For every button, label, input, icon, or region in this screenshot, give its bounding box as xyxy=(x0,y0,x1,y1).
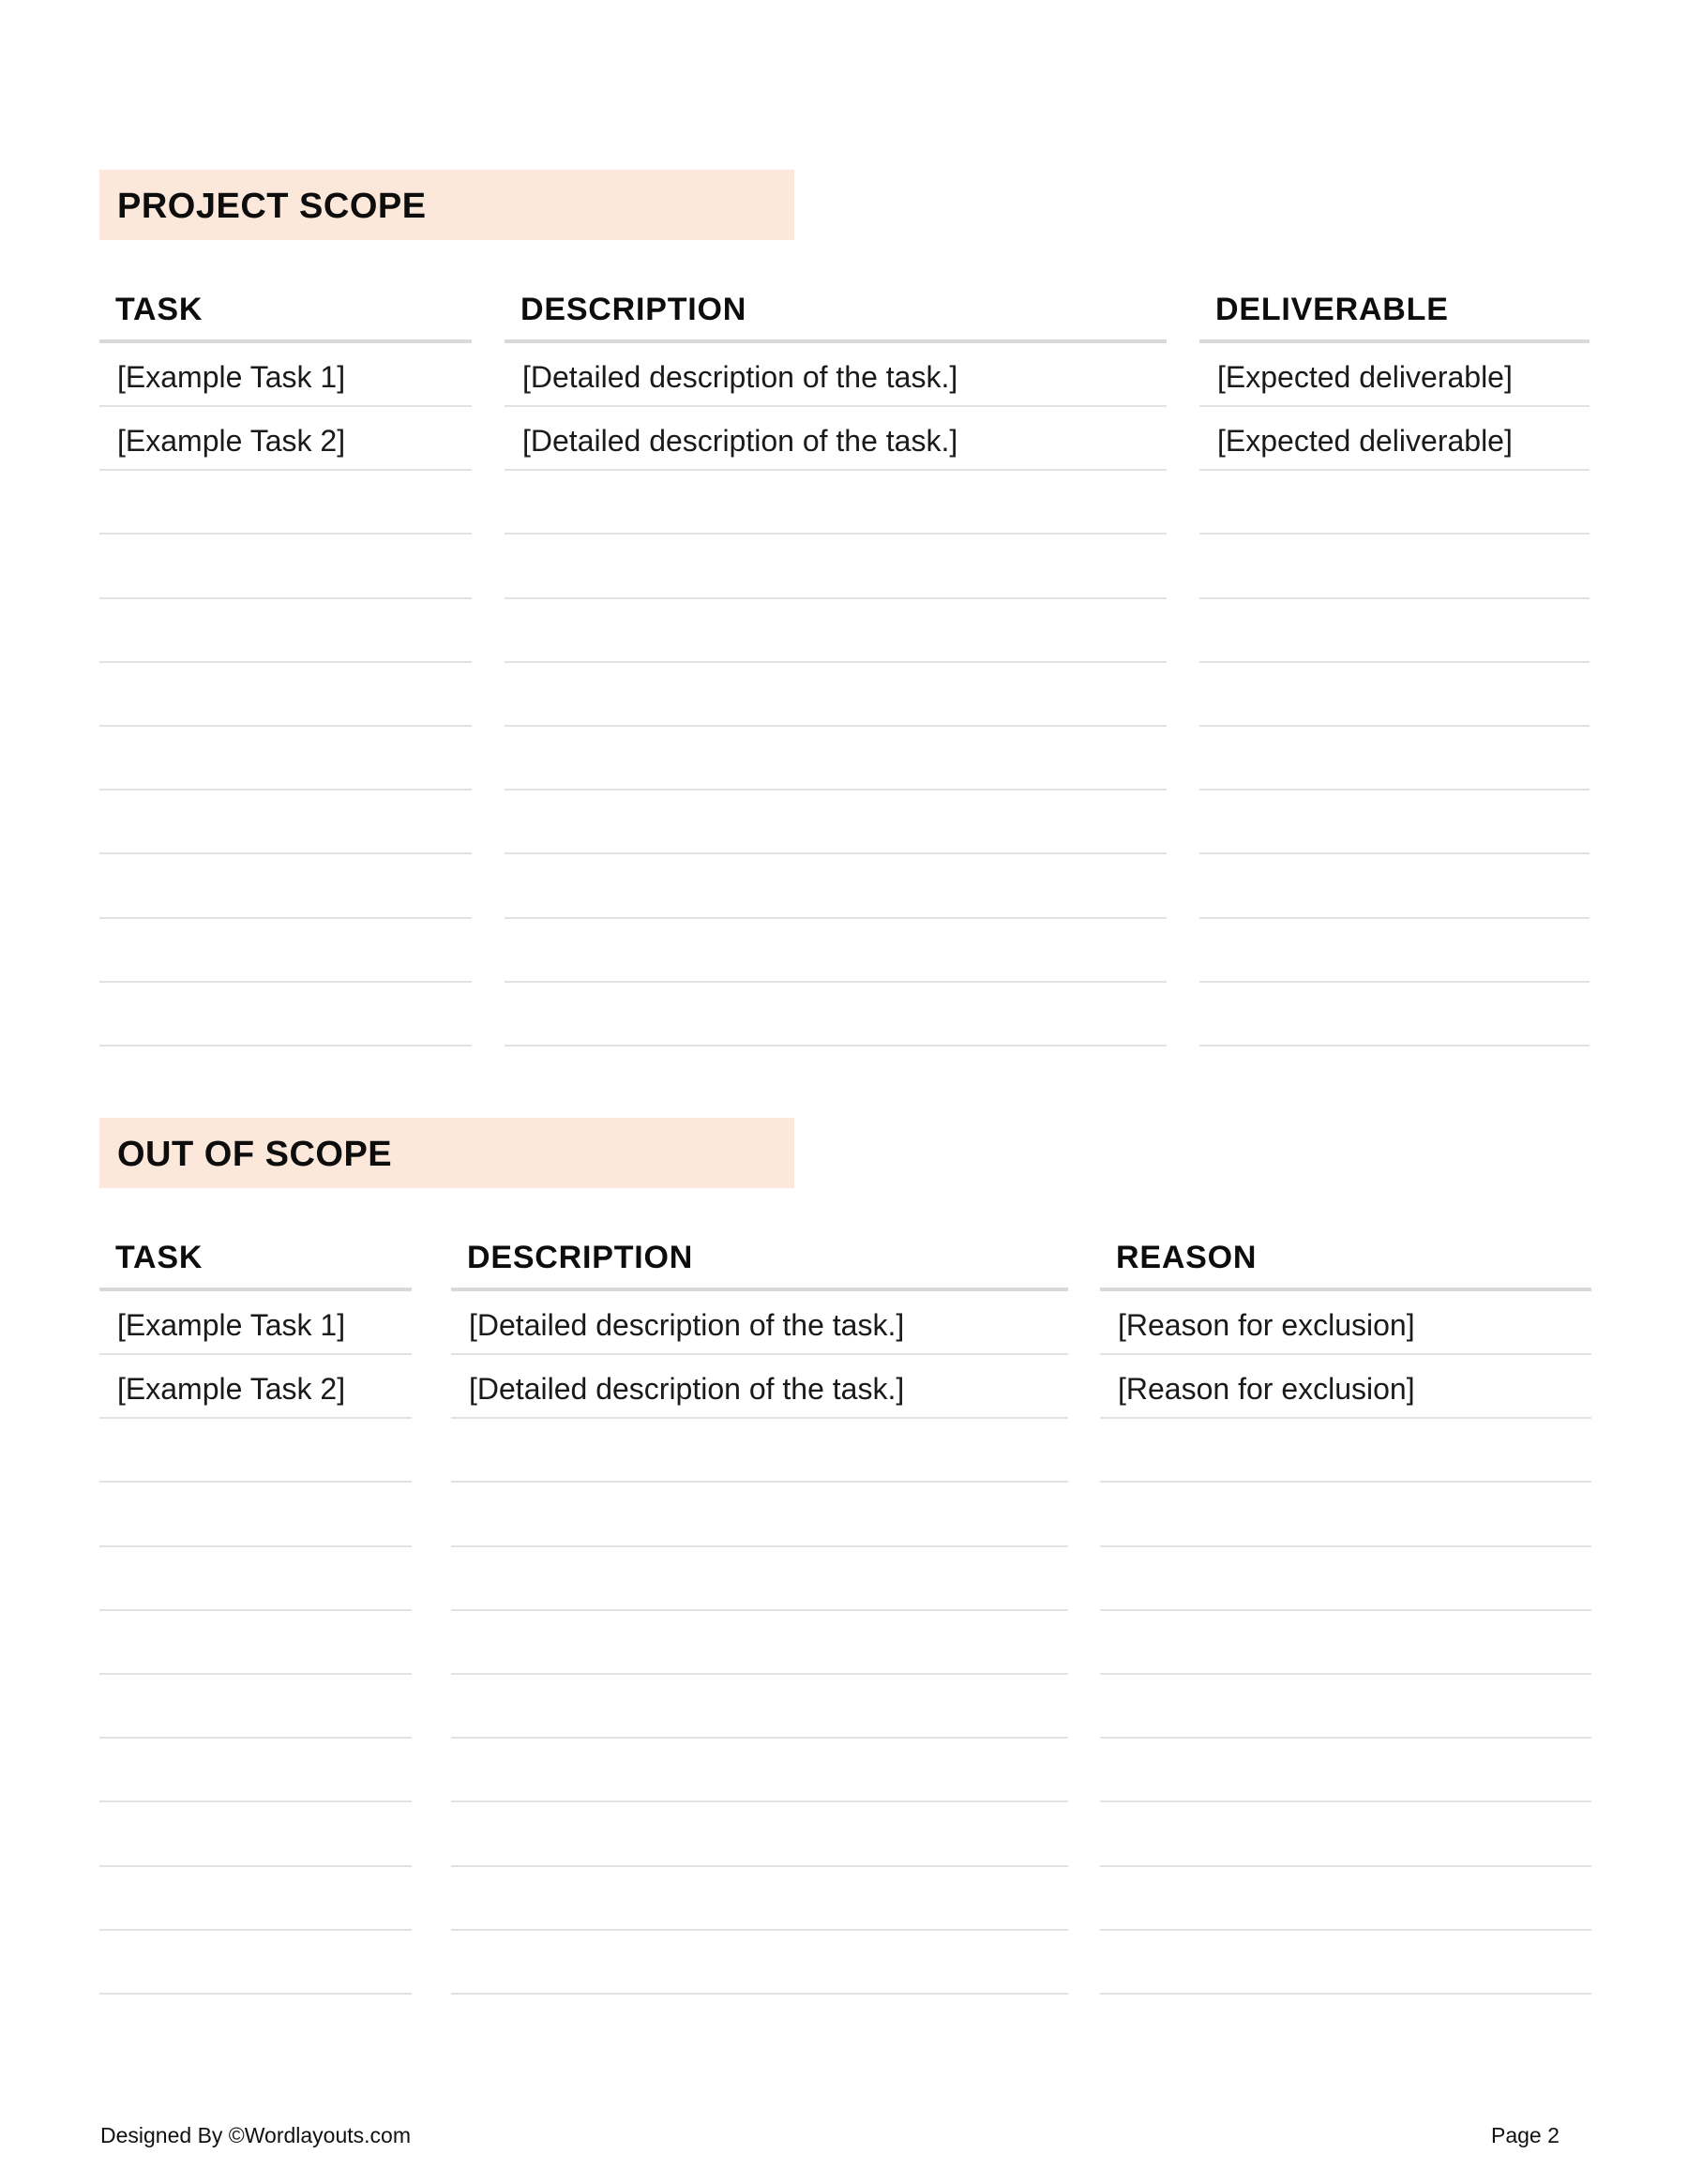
table-row[interactable] xyxy=(451,1355,1068,1419)
table-row[interactable] xyxy=(99,1803,412,1867)
column-header: REASON xyxy=(1116,1240,1258,1275)
table-cell[interactable]: [Reason for exclusion] xyxy=(1118,1372,1415,1407)
table-cell[interactable]: [Reason for exclusion] xyxy=(1118,1308,1415,1342)
table-cell[interactable]: [Example Task 2] xyxy=(117,1372,346,1407)
table-row[interactable] xyxy=(1100,1675,1591,1739)
table-row[interactable] xyxy=(1100,1931,1591,1995)
table-cell[interactable]: [Detailed description of the task.] xyxy=(522,360,958,394)
table-row[interactable] xyxy=(1100,1739,1591,1802)
table-row[interactable] xyxy=(99,1739,412,1802)
out-of-scope-column-task xyxy=(99,0,412,2063)
column-header: TASK xyxy=(115,1240,203,1275)
table-cell[interactable]: [Detailed description of the task.] xyxy=(469,1372,905,1407)
section-title: PROJECT SCOPE xyxy=(117,187,427,226)
table-row[interactable] xyxy=(1100,1291,1591,1355)
section-title: OUT OF SCOPE xyxy=(117,1135,393,1174)
table-cell[interactable]: [Expected deliverable] xyxy=(1217,360,1513,394)
footer-credit: Designed By ©Wordlayouts.com xyxy=(100,2123,411,2147)
column-header: DESCRIPTION xyxy=(520,292,747,327)
column-header: DESCRIPTION xyxy=(467,1240,694,1275)
table-row[interactable] xyxy=(451,1803,1068,1867)
table-row[interactable] xyxy=(451,1739,1068,1802)
table-cell[interactable]: [Detailed description of the task.] xyxy=(522,424,958,459)
table-row[interactable] xyxy=(99,1611,412,1675)
table-row[interactable] xyxy=(451,1611,1068,1675)
page-number: Page 2 xyxy=(1491,2123,1560,2147)
table-row[interactable] xyxy=(99,1484,412,1547)
table-row[interactable] xyxy=(99,1419,412,1483)
table-row[interactable] xyxy=(1100,1419,1591,1483)
table-row[interactable] xyxy=(1100,1611,1591,1675)
out-of-scope-column-description xyxy=(451,0,1068,2063)
table-row[interactable] xyxy=(99,1931,412,1995)
column-header: DELIVERABLE xyxy=(1215,292,1449,327)
table-row[interactable] xyxy=(99,1291,412,1355)
table-cell[interactable]: [Detailed description of the task.] xyxy=(469,1308,905,1342)
table-cell[interactable]: [Example Task 1] xyxy=(117,360,346,394)
table-row[interactable] xyxy=(451,1547,1068,1611)
out-of-scope-column-reason xyxy=(1100,0,1591,2063)
table-row[interactable] xyxy=(451,1931,1068,1995)
table-row[interactable] xyxy=(99,1547,412,1611)
table-row[interactable] xyxy=(99,1867,412,1931)
table-row[interactable] xyxy=(99,1355,412,1419)
table-row[interactable] xyxy=(1100,1484,1591,1547)
table-row[interactable] xyxy=(99,1675,412,1739)
table-cell[interactable]: [Example Task 1] xyxy=(117,1308,346,1342)
table-cell[interactable]: [Example Task 2] xyxy=(117,424,346,459)
table-row[interactable] xyxy=(451,1867,1068,1931)
column-header: TASK xyxy=(115,292,203,327)
table-row[interactable] xyxy=(1100,1803,1591,1867)
table-row[interactable] xyxy=(451,1675,1068,1739)
table-row[interactable] xyxy=(1100,1547,1591,1611)
table-cell[interactable]: [Expected deliverable] xyxy=(1217,424,1513,459)
table-row[interactable] xyxy=(451,1484,1068,1547)
table-row[interactable] xyxy=(451,1419,1068,1483)
table-row[interactable] xyxy=(1100,1867,1591,1931)
table-row[interactable] xyxy=(1100,1355,1591,1419)
table-row[interactable] xyxy=(451,1291,1068,1355)
